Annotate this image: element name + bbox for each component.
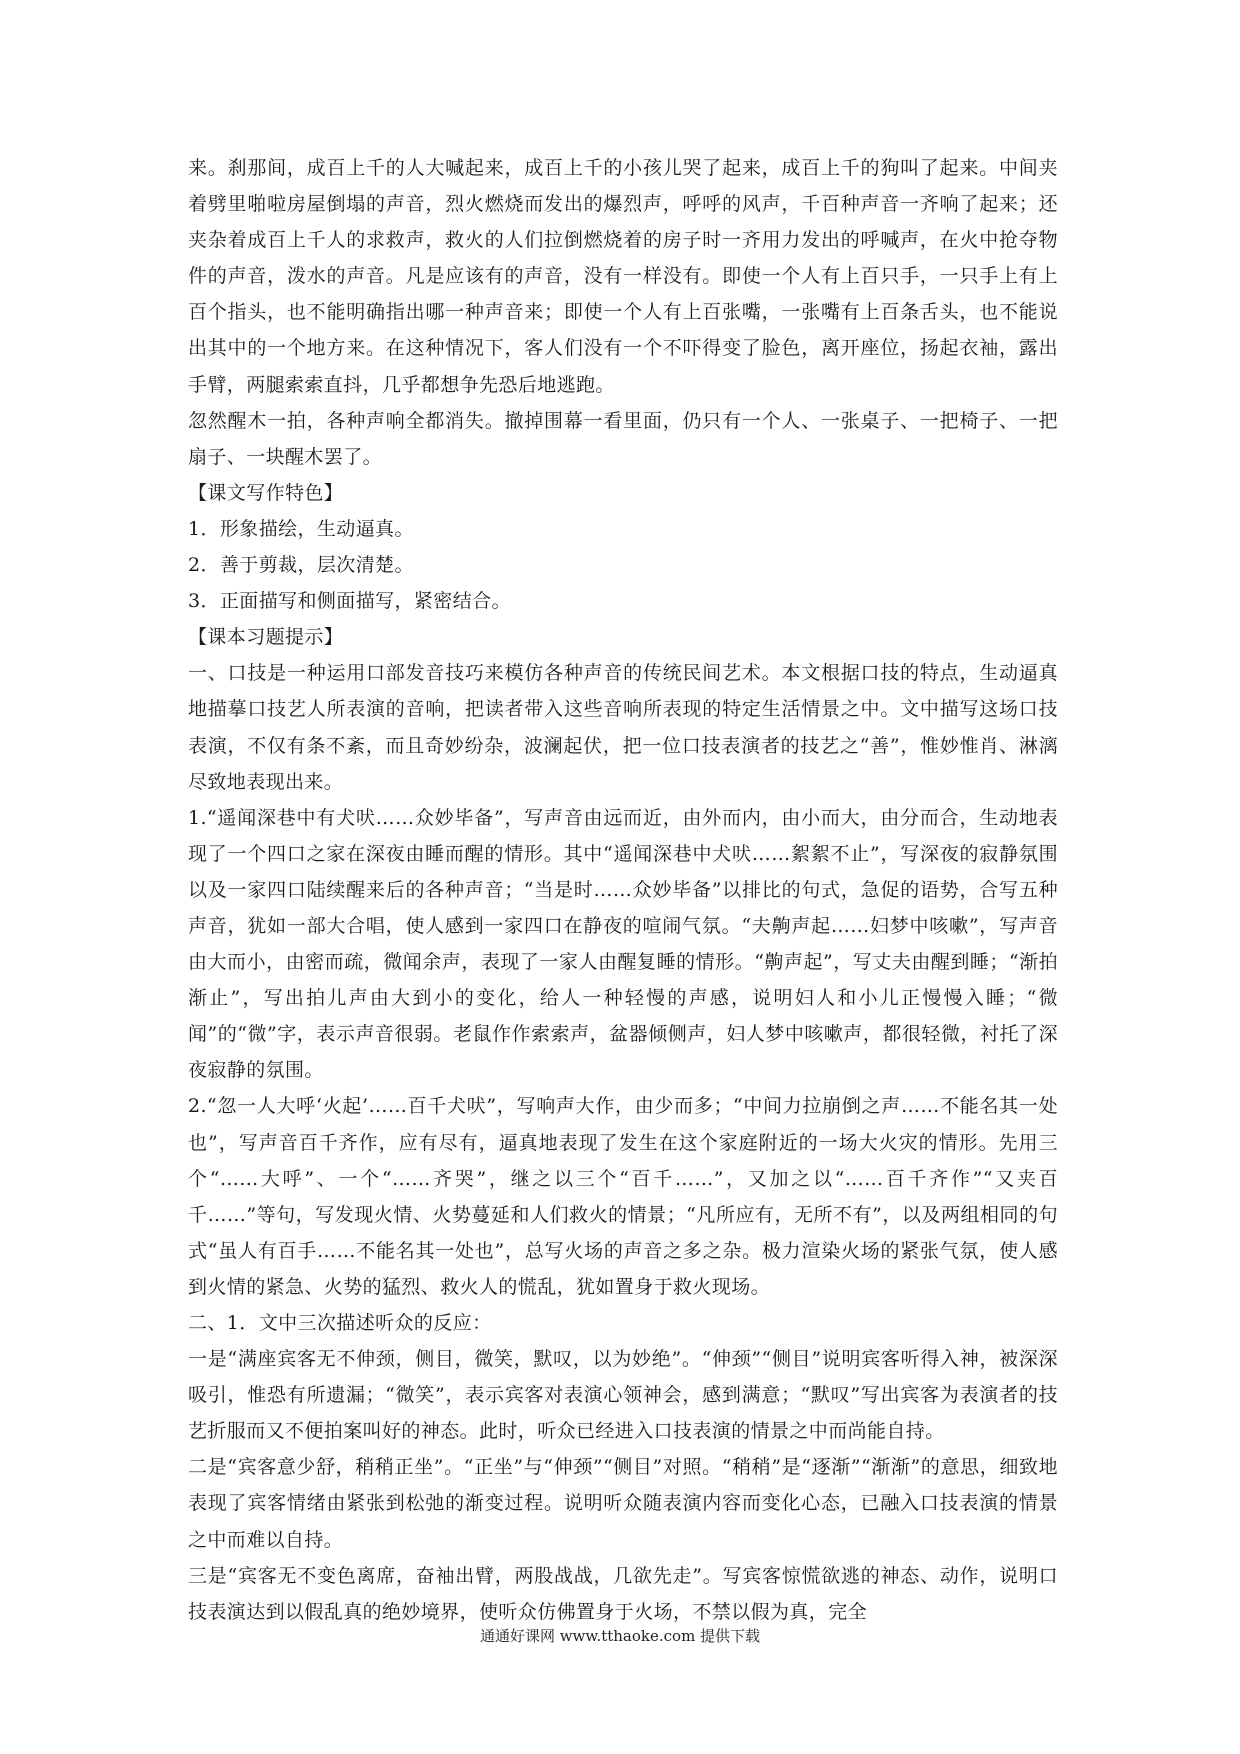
paragraph: 一、口技是一种运用口部发音技巧来模仿各种声音的传统民间艺术。本文根据口技的特点，生动逼真地描摹口技艺人所表演的音响，把读者带入这些音响所表现的特定生活情景之中。文中描写这场口技表演，不仅有条不紊，而且奇妙纷杂，波澜起伏，把一位口技表演者的技艺之“善”，惟妙惟肖、淋漓尽致地表现出来。	[188, 662, 1058, 793]
list-item: 2．善于剪裁，层次清楚。	[188, 554, 414, 577]
page-footer: 通通好课网 www.tthaoke.com 提供下载	[479, 1627, 761, 1645]
list-item: 1．形象描绘，生动逼真。	[188, 517, 414, 540]
section-heading: 【课文写作特色】	[188, 481, 344, 504]
section-heading: 【课本习题提示】	[188, 626, 344, 649]
paragraph: 一是“满座宾客无不伸颈，侧目，微笑，默叹，以为妙绝”。“伸颈”“侧目”说明宾客听得入神，被深深吸引，惟恐有所遗漏；“微笑”，表示宾客对表演心领神会，感到满意；“默叹”写出宾客为表演者的技艺折服而又不便拍案叫好的神态。此时，听众已经进入口技表演的情景之中而尚能自持。	[188, 1348, 1058, 1443]
paragraph: 忽然醒木一拍，各种声响全都消失。撤掉围幕一看里面，仍只有一个人、一张桌子、一把椅子、一把扇子、一块醒木罢了。	[188, 409, 1058, 468]
paragraph: 二、1．文中三次描述听众的反应：	[188, 1312, 492, 1334]
paragraph: 1.“遥闻深巷中有犬吠……众妙毕备”，写声音由远而近，由外而内，由小而大，由分而合，生动地表现了一个四口之家在深夜由睡而醒的情形。其中“遥闻深巷中犬吠……絮絮不止”，写深夜的寂静氛围以及一家四口陆续醒来后的各种声音；“当是时……众妙毕备”以排比的句式，急促的语势，合写五种声音，犹如一部大合唱，使人感到一家四口在静夜的喧闹气氛。“夫齁声起……妇梦中咳嗽”，写声音由大而小，由密而疏，微闻余声，表现了一家人由醒复睡的情形。“齁声起”，写丈夫由醒到睡；“渐拍渐止”，写出拍儿声由大到小的变化，给人一种轻慢的声感，说明妇人和小儿正慢慢入睡；“微闻”的“微”字，表示声音很弱。老鼠作作索索声，盆器倾侧声，妇人梦中咳嗽声，都很轻微，衬托了深夜寂静的氛围。	[188, 806, 1058, 1082]
paragraph: 2.“忽一人大呼‘火起’……百千犬吠”，写响声大作，由少而多；“中间力拉崩倒之声……不能名其一处也”，写声音百千齐作，应有尽有，逼真地表现了发生在这个家庭附近的一场大火灾的情形。先用三个“……大呼”、一个“……齐哭”，继之以三个“百千……”，又加之以“……百千齐作”“又夹百千……”等句，写发现火情、火势蔓延和人们救火的情景；“凡所应有，无所不有”，以及两组相同的句式“虽人有百手……不能名其一处也”，总写火场的声音之多之杂。极力渲染火场的紧张气氛，使人感到火情的紧急、火势的猛烈、救火人的慌乱，犹如置身于救火现场。	[188, 1095, 1059, 1298]
paragraph: 三是“宾客无不变色离席，奋袖出臂，两股战战，几欲先走”。写宾客惊慌欲逃的神态、动作，说明口技表演达到以假乱真的绝妙境界，使听众仿佛置身于火场，不禁以假为真，完全	[188, 1564, 1058, 1623]
document-body	[188, 150, 1058, 1630]
paragraph: 来。刹那间，成百上千的人大喊起来，成百上千的小孩儿哭了起来，成百上千的狗叫了起来。中间夹着劈里啪啦房屋倒塌的声音，烈火燃烧而发出的爆烈声，呼呼的风声，千百种声音一齐响了起来；还夹杂着成百上千人的求救声，救火的人们拉倒燃烧着的房子时一齐用力发出的呼喊声，在火中抢夺物件的声音，泼水的声音。凡是应该有的声音，没有一样没有。即使一个人有上百只手，一只手上有上百个指头，也不能明确指出哪一种声音来；即使一个人有上百张嘴，一张嘴有上百条舌头，也不能说出其中的一个地方来。在这种情况下，客人们没有一个不吓得变了脸色，离开座位，扬起衣袖，露出手臂，两腿索索直抖，几乎都想争先恐后地逃跑。	[188, 157, 1058, 396]
list-item: 3．正面描写和侧面描写，紧密结合。	[188, 590, 511, 613]
paragraph: 二是“宾客意少舒，稍稍正坐”。“正坐”与“伸颈”“侧目”对照。“稍稍”是“逐渐”“渐渐”的意思，细致地表现了宾客情绪由紧张到松弛的渐变过程。说明听众随表演内容而变化心态，已融入口技表演的情景之中而难以自持。	[188, 1456, 1058, 1551]
